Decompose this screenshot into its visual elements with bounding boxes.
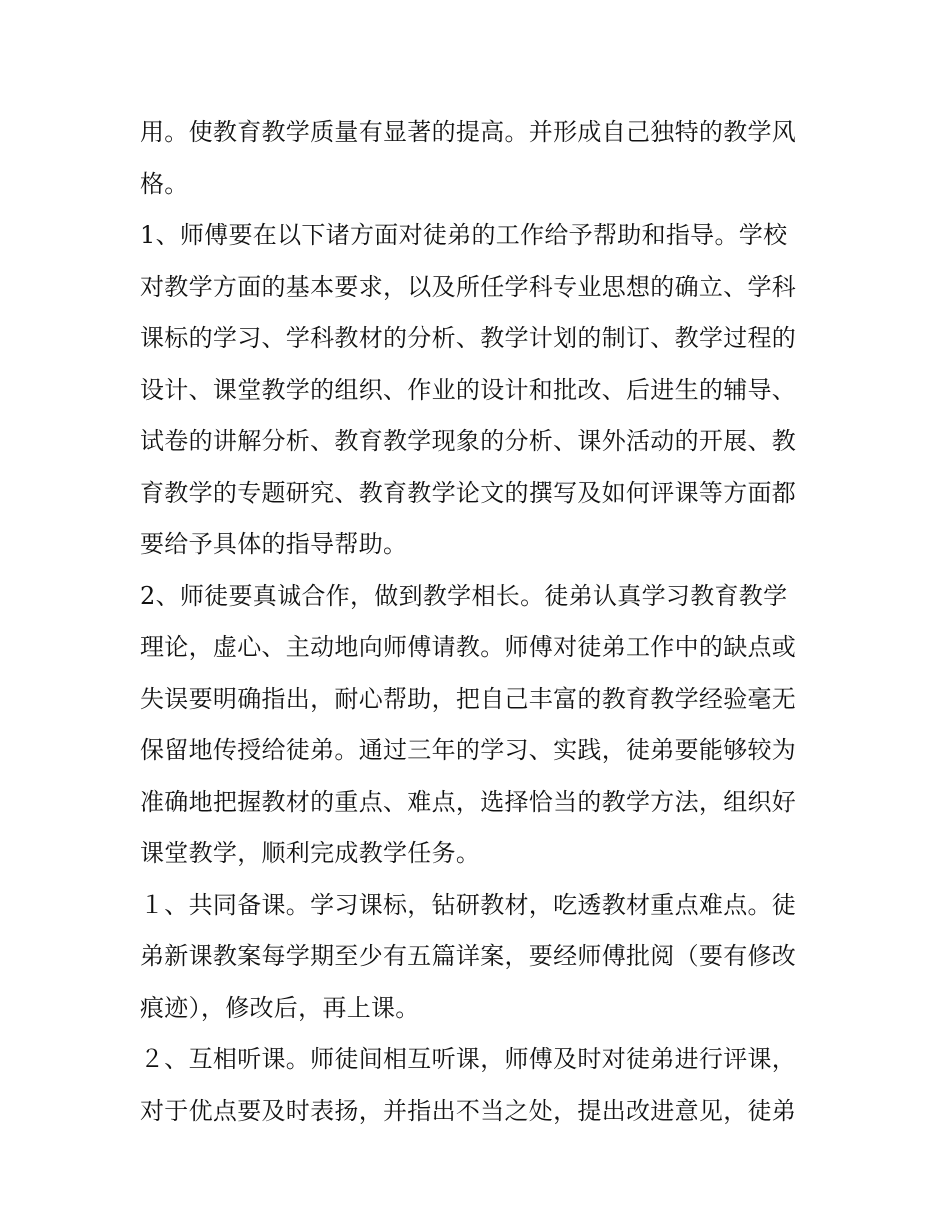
text-line: ２、互相听课。师徒间相互听课，师傅及时对徒弟进行评课， bbox=[140, 1045, 797, 1073]
text-line: 失误要明确指出，耐心帮助，把自己丰富的教育教学经验毫无 bbox=[140, 684, 797, 713]
text-line: 痕迹），修改后，再上课。 bbox=[140, 993, 420, 1022]
text-line: 保留地传授给徒弟。通过三年的学习、实践，徒弟要能够较为 bbox=[140, 736, 797, 764]
text-line: 育教学的专题研究、教育教学论文的撰写及如何评课等方面都 bbox=[140, 478, 797, 507]
document-body bbox=[140, 107, 820, 1137]
text-line: 用。使教育教学质量有显著的提高。并形成自己独特的教学风 bbox=[140, 118, 797, 146]
text-line: 试卷的讲解分析、教育教学现象的分析、课外活动的开展、教 bbox=[140, 427, 797, 455]
text-line: 课堂教学，顺利完成教学任务。 bbox=[140, 839, 481, 867]
text-line: 要给予具体的指导帮助。 bbox=[140, 530, 408, 558]
text-line: 1、师傅要在以下诸方面对徒弟的工作给予帮助和指导。学校 bbox=[140, 221, 788, 249]
text-line: 弟新课教案每学期至少有五篇详案，要经师傅批阅（要有修改 bbox=[140, 942, 797, 970]
text-line: 准确地把握教材的重点、难点，选择恰当的教学方法，组织好 bbox=[140, 787, 797, 816]
text-line: 设计、课堂教学的组织、作业的设计和批改、后进生的辅导、 bbox=[140, 375, 797, 404]
text-line: 理论，虚心、主动地向师傅请教。师傅对徒弟工作中的缺点或 bbox=[140, 633, 797, 661]
text-line: 对于优点要及时表扬，并指出不当之处，提出改进意见，徒弟 bbox=[140, 1096, 797, 1125]
text-line: １、共同备课。学习课标，钻研教材，吃透教材重点难点。徒 bbox=[140, 890, 797, 919]
text-line: 2、师徒要真诚合作，做到教学相长。徒弟认真学习教育教学 bbox=[140, 581, 788, 610]
text-line: 格。 bbox=[140, 169, 189, 198]
text-line: 课标的学习、学科教材的分析、教学计划的制订、教学过程的 bbox=[140, 324, 797, 352]
text-line: 对教学方面的基本要求，以及所任学科专业思想的确立、学科 bbox=[140, 272, 797, 301]
